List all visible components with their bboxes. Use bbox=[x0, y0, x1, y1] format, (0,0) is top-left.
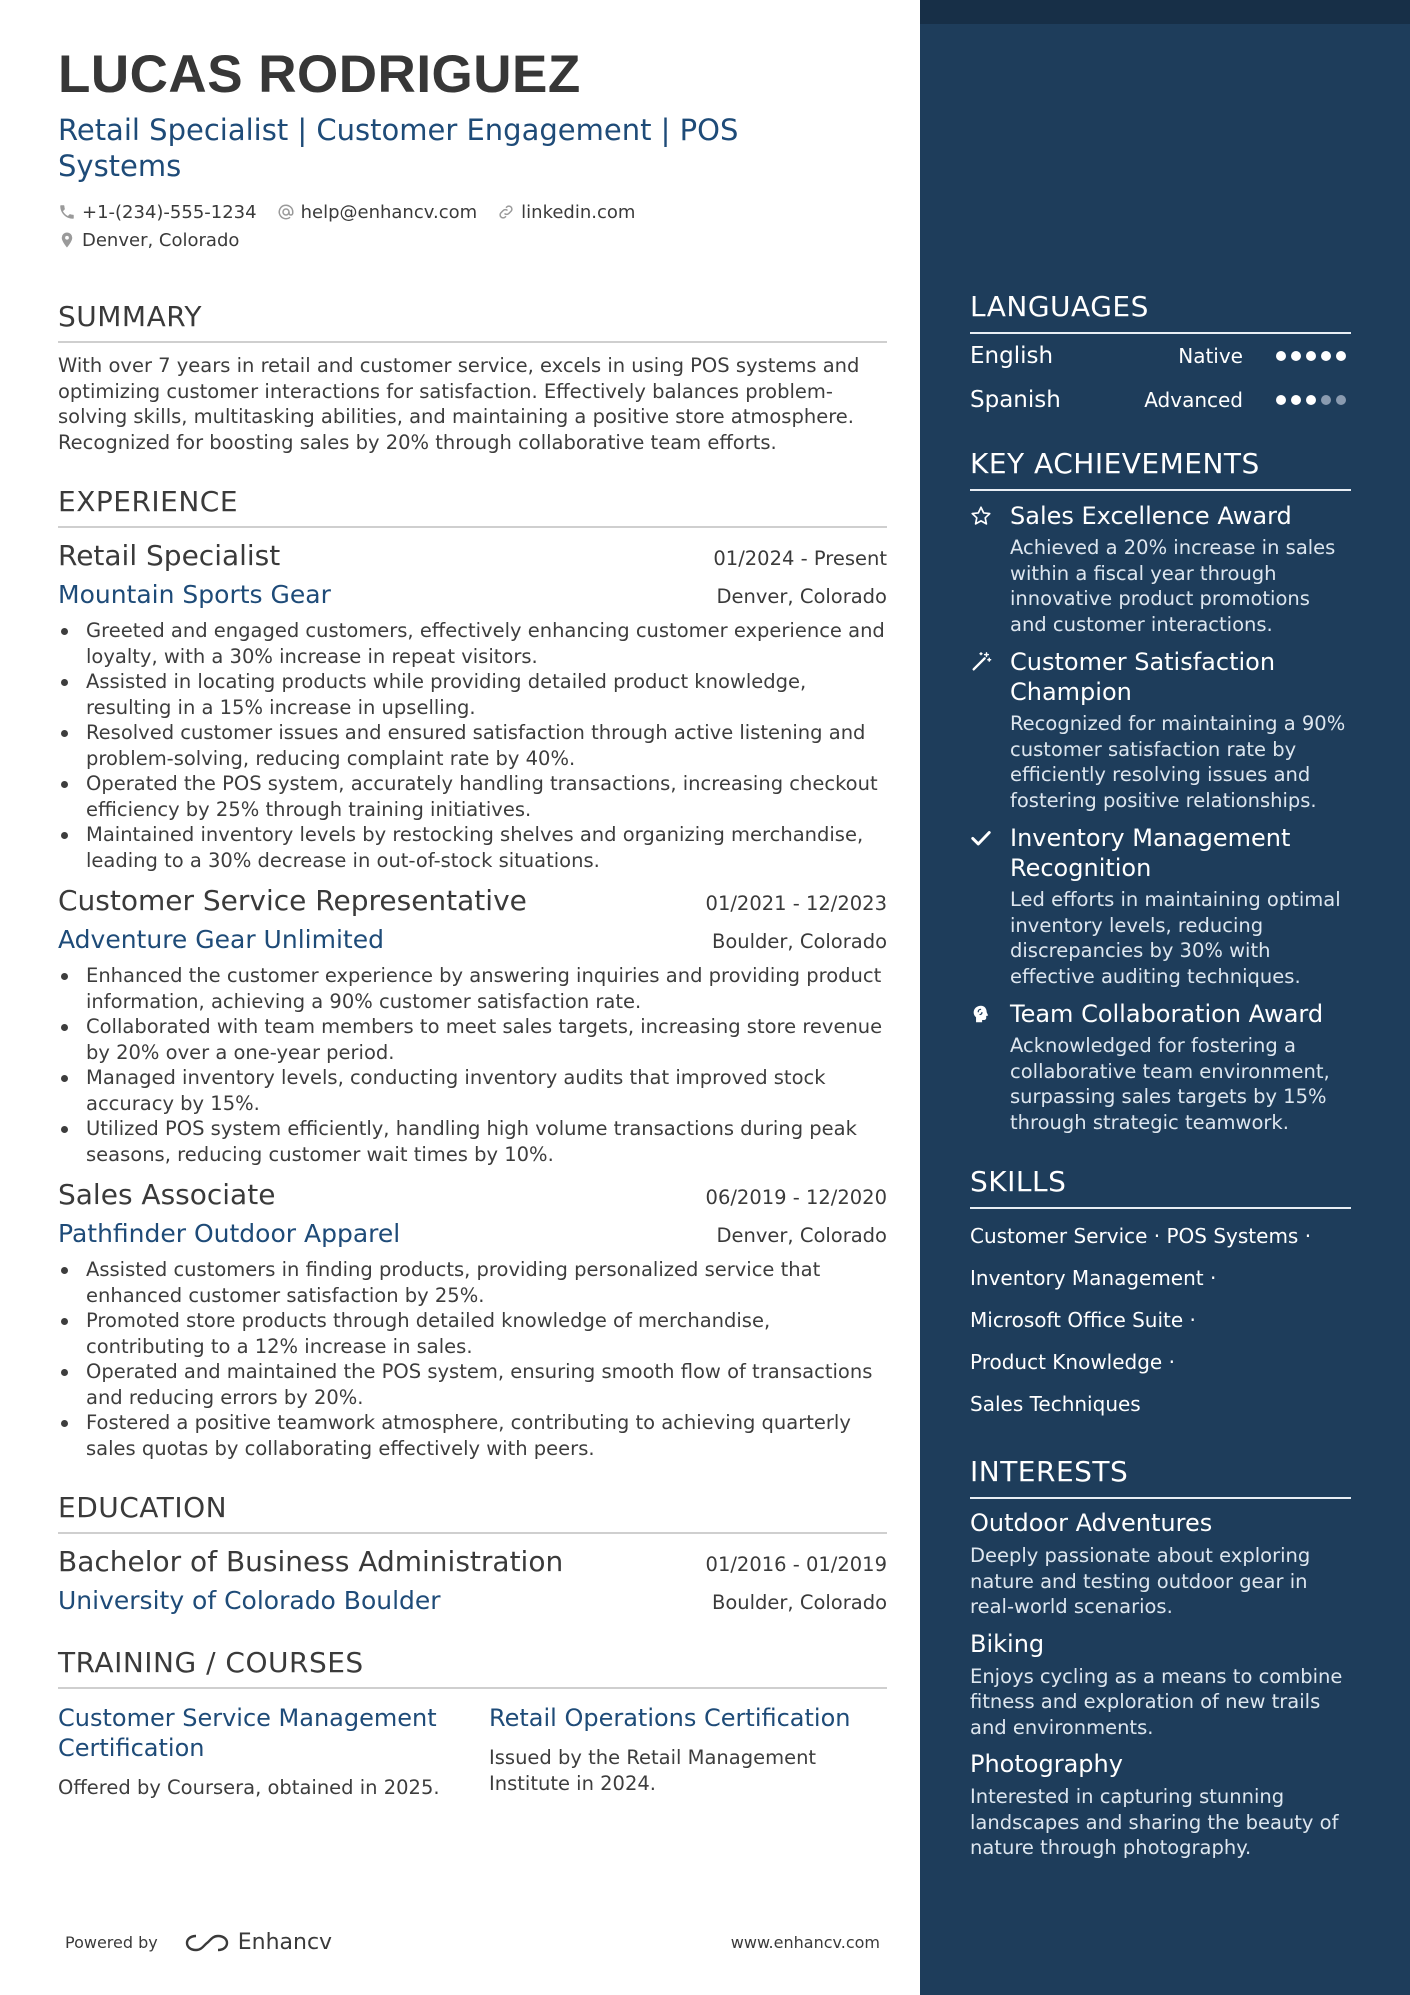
education-section bbox=[58, 1491, 887, 1618]
job-location: Denver, Colorado bbox=[716, 1224, 887, 1247]
experience-section bbox=[58, 485, 887, 1461]
brain-icon bbox=[970, 1003, 992, 1025]
training-heading: TRAINING / COURSES bbox=[58, 1646, 887, 1689]
training-section bbox=[58, 1646, 887, 1801]
candidate-title: Retail Specialist | Customer Engagement | POS Systems bbox=[58, 113, 739, 183]
language-item bbox=[970, 378, 1351, 422]
achievement-item bbox=[970, 999, 1351, 1135]
bullet-item: Greeted and engaged customers, effectively enhancing customer experience and loyalty, with a 30% increase in repeat visitors. bbox=[58, 618, 887, 669]
experience-heading: EXPERIENCE bbox=[58, 485, 887, 528]
course-description: Issued by the Retail Management Institute in 2024. bbox=[489, 1746, 817, 1795]
rating-dot bbox=[1276, 351, 1286, 361]
interest-title: Outdoor Adventures bbox=[970, 1509, 1213, 1537]
language-name: Spanish bbox=[970, 387, 1061, 413]
rating-dot bbox=[1336, 395, 1346, 405]
job-bullets bbox=[58, 618, 887, 873]
contact-info bbox=[58, 198, 887, 254]
language-level: Advanced bbox=[1144, 388, 1243, 412]
bullet-item: Operated the POS system, accurately handling transactions, increasing checkout efficiency by 25% through training initiatives. bbox=[58, 771, 887, 822]
school-location: Boulder, Colorado bbox=[711, 1591, 887, 1614]
candidate-name: LUCAS RODRIGUEZ bbox=[58, 45, 581, 104]
interest-item bbox=[970, 1628, 1351, 1741]
skills-heading: SKILLS bbox=[970, 1165, 1351, 1209]
footer bbox=[65, 1930, 880, 1955]
skill-line: Product Knowledge · bbox=[970, 1350, 1175, 1374]
bullet-item: Fostered a positive teamwork atmosphere, contributing to achieving quarterly sales quotas by collaborating effectively with peers. bbox=[58, 1410, 887, 1461]
enhancv-brand: Enhancv bbox=[237, 1930, 333, 1955]
interests-heading: INTERESTS bbox=[970, 1455, 1351, 1499]
course-title: Customer Service Management Certification bbox=[58, 1704, 437, 1762]
education-heading: EDUCATION bbox=[58, 1491, 887, 1534]
footer-url[interactable]: www.enhancv.com bbox=[730, 1933, 880, 1952]
enhancv-logo-icon bbox=[184, 1932, 230, 1954]
phone-icon bbox=[58, 203, 76, 221]
linkedin-contact[interactable] bbox=[497, 202, 635, 223]
school-name: University of Colorado Boulder bbox=[58, 1586, 441, 1615]
languages-section bbox=[970, 290, 1351, 422]
bullet-item: Resolved customer issues and ensured satisfaction through active listening and problem-solving, reducing complaint rate by 40%. bbox=[58, 720, 887, 771]
job-title: Sales Associate bbox=[58, 1178, 276, 1211]
rating-dot bbox=[1321, 395, 1331, 405]
checkmark-icon bbox=[970, 827, 992, 849]
phone-text: +1-(234)-555-1234 bbox=[82, 201, 257, 223]
achievement-title: Team Collaboration Award bbox=[1010, 1000, 1324, 1028]
achievement-title: Sales Excellence Award bbox=[1010, 502, 1292, 530]
skill-line: Sales Techniques bbox=[970, 1392, 1141, 1416]
rating-dot bbox=[1291, 395, 1301, 405]
phone-contact[interactable] bbox=[58, 202, 257, 223]
skills-section bbox=[970, 1165, 1351, 1425]
link-icon bbox=[497, 203, 515, 221]
achievement-title: Inventory Management Recognition bbox=[1010, 824, 1291, 882]
job-company: Mountain Sports Gear bbox=[58, 580, 331, 609]
summary-text: With over 7 years in retail and customer service, excels in using POS systems and optimizing customer interactions for satisfaction. Effectively balances problem-solving skills, multitasking abilities, and maintaining a positive store atmosphere. Recognized for boosting sales by 20% through collaborative team efforts. bbox=[58, 354, 860, 454]
main-column bbox=[58, 40, 887, 1801]
interest-title: Photography bbox=[970, 1750, 1123, 1778]
rating-dot bbox=[1336, 351, 1346, 361]
course-entry bbox=[58, 1703, 489, 1801]
rating-dot bbox=[1321, 351, 1331, 361]
achievement-item bbox=[970, 823, 1351, 989]
language-level: Native bbox=[1178, 344, 1243, 368]
job-title: Customer Service Representative bbox=[58, 884, 527, 917]
interest-item bbox=[970, 1748, 1351, 1861]
bullet-item: Promoted store products through detailed knowledge of merchandise, contributing to a 12% increase in sales. bbox=[58, 1308, 887, 1359]
bullet-item: Maintained inventory levels by restocking shelves and organizing merchandise, leading to a 30% decrease in out-of-stock situations. bbox=[58, 822, 887, 873]
achievement-description: Led efforts in maintaining optimal inventory levels, reducing discrepancies by 30% with effective auditing techniques. bbox=[1010, 888, 1341, 988]
job-location: Boulder, Colorado bbox=[711, 930, 887, 953]
job-company: Adventure Gear Unlimited bbox=[58, 925, 384, 954]
job-bullets bbox=[58, 963, 887, 1167]
language-rating bbox=[1276, 351, 1351, 361]
linkedin-text: linkedin.com bbox=[521, 201, 636, 223]
rating-dot bbox=[1306, 351, 1316, 361]
achievement-item bbox=[970, 501, 1351, 637]
achievements-section bbox=[970, 447, 1351, 1135]
achievement-description: Recognized for maintaining a 90% customer satisfaction rate by efficiently resolving issues and fostering positive relationships. bbox=[1010, 712, 1346, 812]
achievements-heading: KEY ACHIEVEMENTS bbox=[970, 447, 1351, 491]
location-pin-icon bbox=[58, 231, 76, 249]
course-title: Retail Operations Certification bbox=[489, 1704, 851, 1732]
bullet-item: Managed inventory levels, conducting inventory audits that improved stock accuracy by 15%. bbox=[58, 1065, 887, 1116]
interest-description: Deeply passionate about exploring nature and testing outdoor gear in real-world scenarios. bbox=[970, 1544, 1311, 1618]
job-company: Pathfinder Outdoor Apparel bbox=[58, 1219, 401, 1248]
languages-heading: LANGUAGES bbox=[970, 290, 1351, 334]
email-contact[interactable] bbox=[277, 202, 478, 223]
bullet-item: Assisted in locating products while providing detailed product knowledge, resulting in a 15% increase in upselling. bbox=[58, 669, 887, 720]
job-title: Retail Specialist bbox=[58, 539, 281, 572]
skill-line: Customer Service · POS Systems · bbox=[970, 1224, 1312, 1248]
bullet-item: Collaborated with team members to meet sales targets, increasing store revenue by 20% over a one-year period. bbox=[58, 1014, 887, 1065]
summary-section bbox=[58, 300, 887, 455]
achievement-item bbox=[970, 647, 1351, 813]
interest-title: Biking bbox=[970, 1629, 1045, 1658]
summary-heading: SUMMARY bbox=[58, 300, 887, 343]
location-contact bbox=[58, 230, 239, 251]
sidebar-top-band bbox=[920, 0, 1410, 24]
magic-wand-icon bbox=[970, 651, 992, 673]
job-bullets bbox=[58, 1257, 887, 1461]
job-date: 01/2024 - Present bbox=[713, 547, 887, 570]
powered-by-label: Powered by bbox=[65, 1933, 158, 1952]
bullet-item: Assisted customers in finding products, providing personalized service that enhanced customer satisfaction by 25%. bbox=[58, 1257, 887, 1308]
job-date: 01/2021 - 12/2023 bbox=[705, 892, 887, 915]
job-location: Denver, Colorado bbox=[716, 585, 887, 608]
at-icon bbox=[277, 203, 295, 221]
language-item bbox=[970, 334, 1351, 378]
course-description: Offered by Coursera, obtained in 2025. bbox=[58, 1776, 440, 1799]
language-rating bbox=[1276, 395, 1351, 405]
interests-section bbox=[970, 1455, 1351, 1861]
achievement-description: Acknowledged for fostering a collaborative team environment, surpassing sales targets by 15% through strategic teamwork. bbox=[1010, 1034, 1330, 1134]
sidebar-column bbox=[970, 290, 1351, 1861]
bullet-item: Utilized POS system efficiently, handling high volume transactions during peak seasons, reducing customer wait times by 10%. bbox=[58, 1116, 887, 1167]
rating-dot bbox=[1276, 395, 1286, 405]
rating-dot bbox=[1291, 351, 1301, 361]
job-entry bbox=[58, 883, 887, 1167]
bullet-item: Operated and maintained the POS system, ensuring smooth flow of transactions and reducing errors by 20%. bbox=[58, 1359, 887, 1410]
email-text: help@enhancv.com bbox=[300, 201, 478, 223]
job-entry bbox=[58, 1177, 887, 1461]
rating-dot bbox=[1306, 395, 1316, 405]
star-icon bbox=[970, 505, 992, 527]
achievement-title: Customer Satisfaction Champion bbox=[1010, 648, 1276, 706]
achievement-description: Achieved a 20% increase in sales within a fiscal year through innovative product promotions and customer interactions. bbox=[1010, 536, 1336, 636]
skill-line: Inventory Management · bbox=[970, 1266, 1217, 1290]
interest-description: Enjoys cycling as a means to combine fitness and exploration of new trails and environments. bbox=[970, 1664, 1343, 1739]
job-entry bbox=[58, 538, 887, 873]
skill-line: Microsoft Office Suite · bbox=[970, 1308, 1196, 1332]
course-entry bbox=[489, 1703, 887, 1801]
interest-description: Interested in capturing stunning landscapes and sharing the beauty of nature through photography. bbox=[970, 1785, 1339, 1859]
location-text: Denver, Colorado bbox=[82, 229, 240, 251]
language-name: English bbox=[970, 343, 1054, 369]
degree-title: Bachelor of Business Administration bbox=[58, 1545, 564, 1578]
interest-item bbox=[970, 1507, 1351, 1620]
bullet-item: Enhanced the customer experience by answering inquiries and providing product information, achieving a 90% customer satisfaction rate. bbox=[58, 963, 887, 1014]
job-date: 06/2019 - 12/2020 bbox=[705, 1186, 887, 1209]
education-date: 01/2016 - 01/2019 bbox=[705, 1553, 887, 1576]
